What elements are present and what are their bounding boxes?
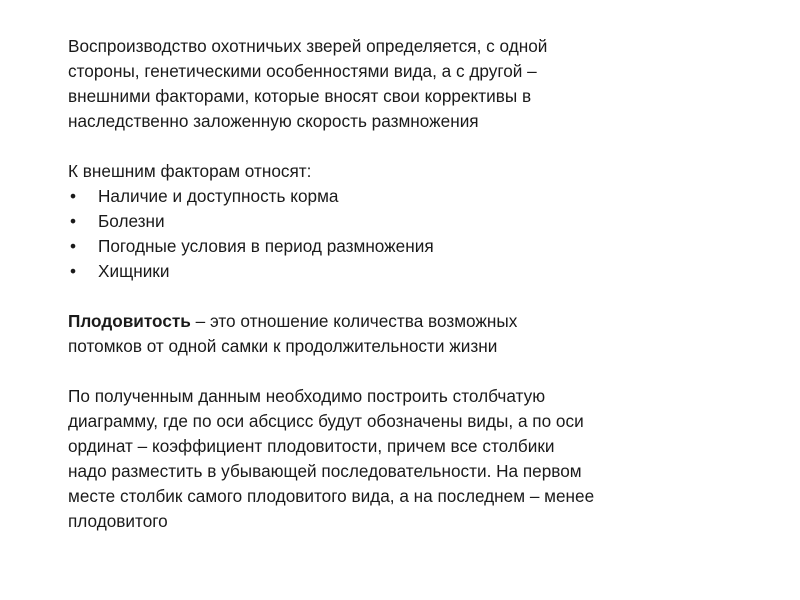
- task-line: ординат – коэффициент плодовитости, причем все столбики: [68, 436, 555, 456]
- task-paragraph: [68, 384, 760, 534]
- definition-paragraph: [68, 309, 760, 359]
- list-item-label: Болезни: [98, 211, 165, 231]
- factors-list: [68, 184, 760, 284]
- intro-paragraph: [68, 34, 760, 134]
- list-item: [68, 209, 760, 234]
- bullet-icon: •: [70, 261, 77, 281]
- list-item-label: Наличие и доступность корма: [98, 186, 339, 206]
- intro-line: стороны, генетическими особенностями вида, а с другой –: [68, 61, 537, 81]
- spacer: [68, 359, 760, 384]
- list-item-label: Хищники: [98, 261, 170, 281]
- definition-term: Плодовитость: [68, 311, 191, 331]
- list-item-label: Погодные условия в период размножения: [98, 236, 434, 256]
- bullet-icon: •: [70, 211, 77, 231]
- intro-line: наследственно заложенную скорость размножения: [68, 111, 479, 131]
- slide-text: [68, 34, 760, 534]
- list-item: [68, 184, 760, 209]
- list-item: [68, 259, 760, 284]
- task-line: надо разместить в убывающей последовательности. На первом: [68, 461, 582, 481]
- intro-line: Воспроизводство охотничьих зверей определяется, с одной: [68, 36, 548, 56]
- factors-heading: К внешним факторам относят:: [68, 161, 312, 181]
- intro-line: внешними факторами, которые вносят свои коррективы в: [68, 86, 532, 106]
- definition-text: потомков от одной самки к продолжительности жизни: [68, 336, 498, 356]
- spacer: [68, 284, 760, 309]
- task-line: диаграмму, где по оси абсцисс будут обозначены виды, а по оси: [68, 411, 584, 431]
- task-line: По полученным данным необходимо построить столбчатую: [68, 386, 546, 406]
- task-line: плодовитого: [68, 511, 168, 531]
- definition-text: – это отношение количества возможных: [190, 311, 518, 331]
- bullet-icon: •: [70, 186, 77, 206]
- list-item: [68, 234, 760, 259]
- spacer: [68, 134, 760, 159]
- bullet-icon: •: [70, 236, 77, 256]
- task-line: месте столбик самого плодовитого вида, а на последнем – менее: [68, 486, 595, 506]
